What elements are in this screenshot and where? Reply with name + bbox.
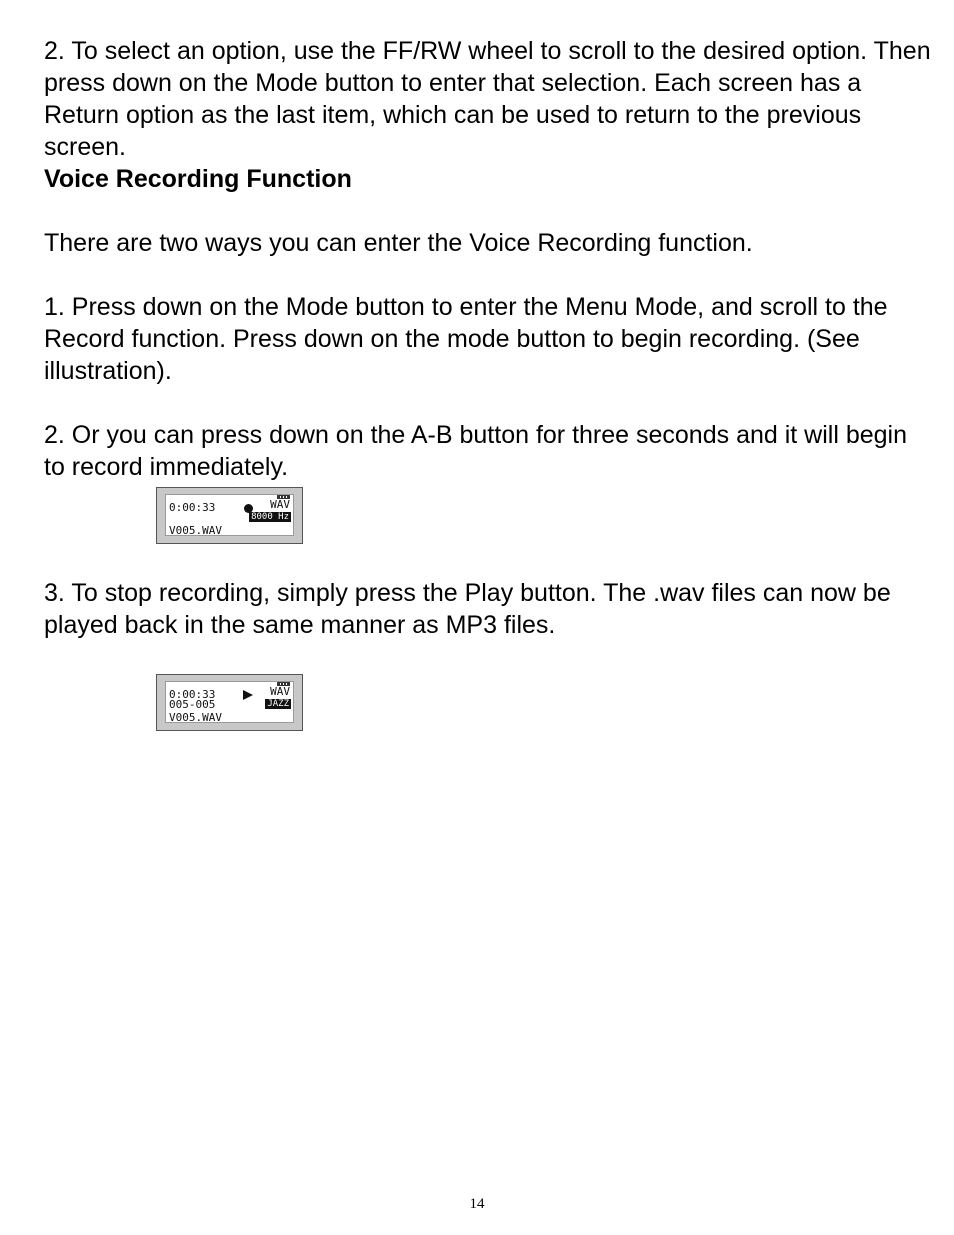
play-arrow-icon [243,690,253,700]
paragraph-menu-mode: 1. Press down on the Mode button to enter the Menu Mode, and scroll to the Record function. Press down on the mode button to begin recording. (See illustration). [44,293,888,385]
lcd-filename: V005.WAV [169,711,222,724]
lcd-format: WAV [270,685,290,698]
page-number: 14 [469,1196,485,1212]
lcd-screen [165,494,294,536]
lcd-recording-illustration [156,487,303,544]
lcd-filename: V005.WAV [169,524,222,537]
document-body [44,35,934,483]
section-heading-voice-recording: Voice Recording Function [44,165,352,193]
lcd-screen [165,681,294,723]
lcd-sample-rate: 8000 Hz [251,512,289,522]
paragraph-stop-recording: 3. To stop recording, simply press the Play button. The .wav files can now be played back in the same manner as MP3 files. [44,579,891,639]
lcd-playback-illustration [156,674,303,731]
paragraph-ab-button: 2. Or you can press down on the A-B button for three seconds and it will begin to record immediately. [44,421,908,481]
lcd-time: 0:00:33 [169,501,216,514]
document-body-continued [44,577,934,641]
lcd-time: 0:00:33 [169,688,216,701]
lcd-format: WAV [270,498,290,511]
lcd-track: 005-005 [169,698,216,711]
paragraph-select-option: 2. To select an option, use the FF/RW wheel to scroll to the desired option. Then press down on the Mode button to enter that selection. Each screen has a Return option as the last item, which can be used to return to the previous screen. [44,37,931,161]
lcd-eq: JAZZ [267,699,289,709]
paragraph-two-ways: There are two ways you can enter the Voice Recording function. [44,229,753,257]
